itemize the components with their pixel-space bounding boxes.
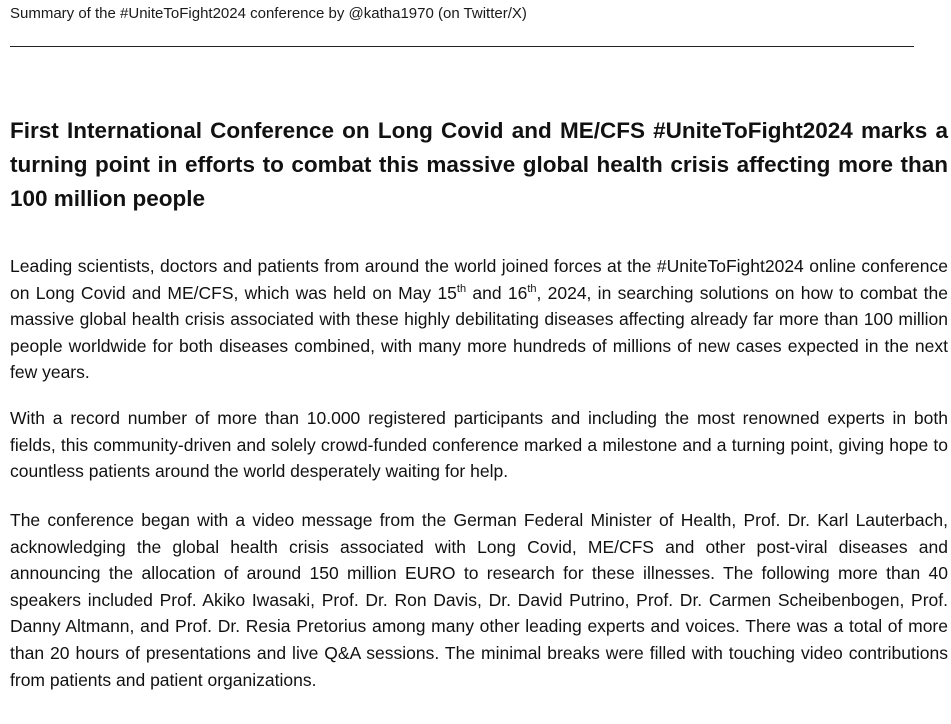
- paragraph-1-superscript-a: th: [456, 282, 467, 295]
- paragraph-1-text-c: , 2024, in searching solutions on how to combat the massive global health crisis associated with these highly debilitating diseases affecting already far more than 100 million people worldwide for both diseases combined, with many more hundreds of millions of new cases expected in the next few years.: [10, 282, 948, 383]
- paragraph-3: The conference began with a video message from the German Federal Minister of Health, Prof. Dr. Karl Lauterbach, acknowledging the global health crisis associated with Long Covid, ME/CFS and other post-viral diseases and announcing the allocation of around 150 million EURO to research for these illnesses. The following more than 40 speakers included Prof. Akiko Iwasaki, Prof. Dr. Ron Davis, Dr. David Putrino, Prof. Dr. Carmen Scheibenbogen, Prof. Danny Altmann, and Prof. Dr. Resia Pretorius among many other leading experts and voices. There was a total of more than 20 hours of presentations and live Q&A sessions. The minimal breaks were filled with touching video contributions from patients and patient organizations.: [10, 510, 948, 690]
- summary-attribution: Summary of the #UniteToFight2024 conference by @katha1970 (on Twitter/X): [10, 5, 527, 22]
- header-divider: [10, 46, 914, 47]
- paragraph-2: With a record number of more than 10.000 registered participants and including the most renowned experts in both fields, this community-driven and solely crowd-funded conference marked a milestone and a turning point, giving hope to countless patients around the world desperately waiting for help.: [10, 408, 948, 482]
- paragraph-1-text-a: Leading scientists, doctors and patients from around the world joined forces at the #UniteToFight2024 online conference on Long Covid and ME/CFS, which was held on May 15: [10, 256, 948, 303]
- article-headline: First International Conference on Long Covid and ME/CFS #UniteToFight2024 marks a turning point in efforts to combat this massive global health crisis affecting more than 100 million people: [10, 118, 948, 211]
- paragraph-1: [10, 253, 948, 386]
- paragraph-1-text-b: and 16: [466, 282, 528, 303]
- paragraph-1-superscript-b: th: [527, 282, 537, 295]
